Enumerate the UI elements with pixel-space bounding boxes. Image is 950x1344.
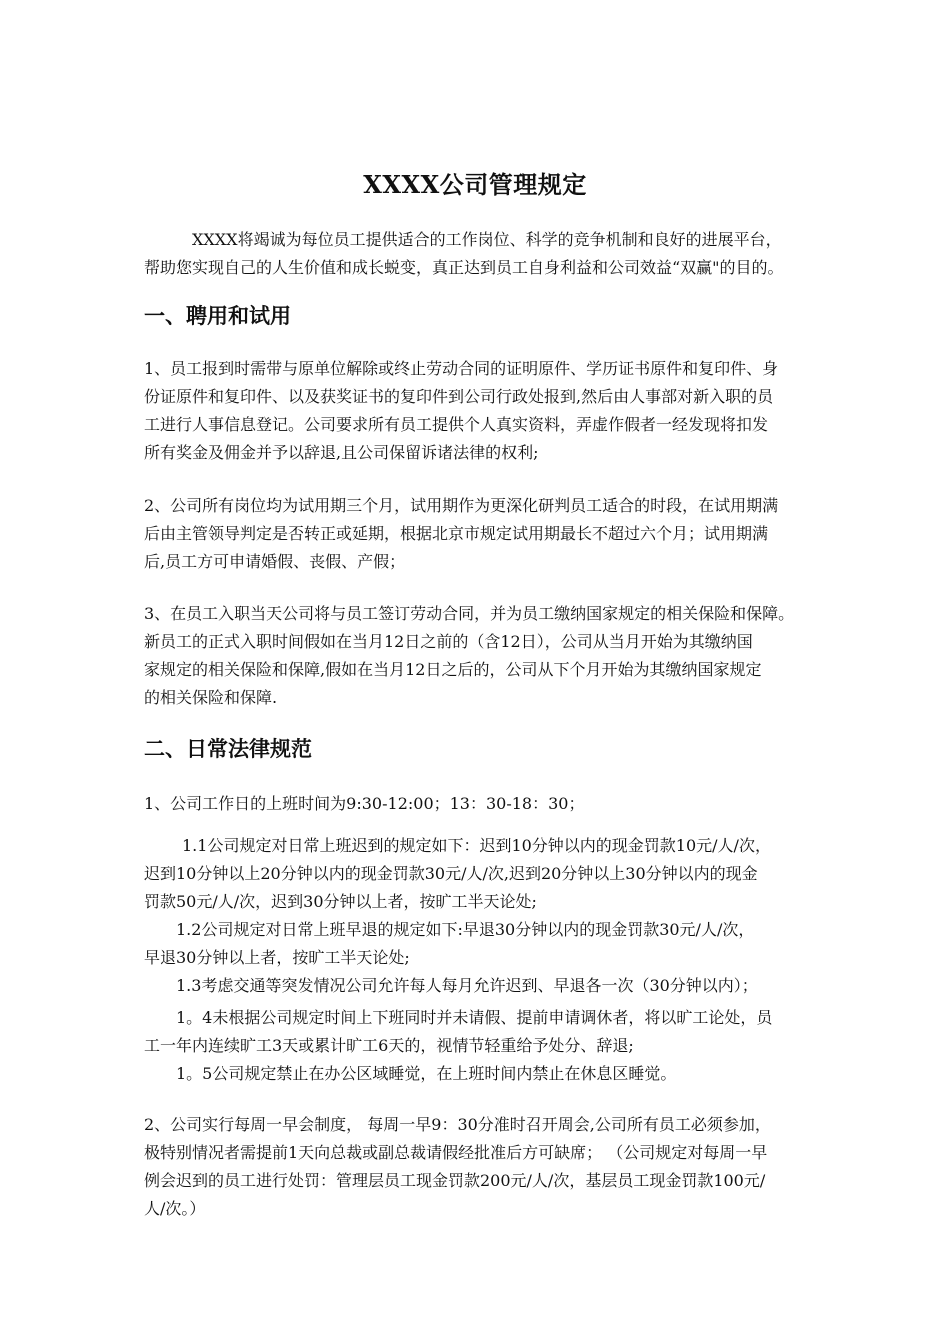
paragraph-line: 极特别情况者需提前1天向总裁或副总裁请假经批准后方可缺席； （公司规定对每周一早 — [144, 1143, 768, 1162]
paragraph-line: 1、员工报到时需带与原单位解除或终止劳动合同的证明原件、学历证书原件和复印件、身 — [144, 359, 779, 378]
paragraph-line: 1。4未根据公司规定时间上下班同时并未请假、提前申请调休者，将以旷工论处，员 — [176, 1008, 773, 1027]
paragraph-line: 迟到10分钟以上20分钟以内的现金罚款30元/人/次,迟到20分钟以上30分钟以内的现金 — [144, 864, 758, 883]
paragraph-line: 所有奖金及佣金并予以辞退,且公司保留诉诸法律的权利; — [144, 443, 539, 462]
paragraph-line: 后由主管领导判定是否转正或延期，根据北京市规定试用期最长不超过六个月；试用期满 — [144, 524, 769, 543]
traffic-allowance-paragraph: 1.3考虑交通等突发情况公司允许每人每月允许迟到、早退各一次（30分钟以内）； — [176, 976, 758, 995]
intro-line: 帮助您实现自己的人生价值和成长蜕变，真正达到员工自身利益和公司效益“双赢"的目的。 — [144, 258, 784, 277]
paragraph-line: 人/次。） — [144, 1199, 206, 1218]
paragraph-line: 份证原件和复印件、以及获奖证书的复印件到公司行政处报到,然后由人事部对新入职的员 — [144, 387, 774, 406]
paragraph-line: 早退30分钟以上者，按旷工半天论处; — [144, 948, 410, 967]
paragraph-line: 的相关保险和保障. — [144, 688, 278, 707]
paragraph-line: 1.1公司规定对日常上班迟到的规定如下：迟到10分钟以内的现金罚款10元/人/次， — [182, 836, 771, 855]
paragraph-line: 后,员工方可申请婚假、丧假、产假； — [144, 552, 406, 571]
paragraph-line: 3、在员工入职当天公司将与员工签订劳动合同，并为员工缴纳国家规定的相关保险和保障。 — [144, 604, 795, 623]
paragraph-line: 2、公司所有岗位均为试用期三个月，试用期作为更深化研判员工适合的时段，在试用期满 — [144, 496, 779, 515]
section-heading-hiring: 一、聘用和试用 — [144, 303, 291, 328]
section-heading-daily-rules: 二、日常法律规范 — [144, 736, 312, 761]
sleeping-rule-paragraph: 1。5公司规定禁止在办公区域睡觉，在上班时间内禁止在休息区睡觉。 — [176, 1064, 677, 1083]
paragraph-line: 罚款50元/人/次，迟到30分钟以上者，按旷工半天论处; — [144, 892, 537, 911]
intro-line: XXXX将竭诚为每位员工提供适合的工作岗位、科学的竞争机制和良好的进展平台， — [192, 230, 782, 249]
paragraph-line: 工进行人事信息登记。公司要求所有员工提供个人真实资料，弄虚作假者一经发现将扣发 — [144, 415, 769, 434]
paragraph-line: 例会迟到的员工进行处罚：管理层员工现金罚款200元/人/次，基层员工现金罚款100元/ — [144, 1171, 766, 1190]
paragraph-line: 1.2公司规定对日常上班早退的规定如下:早退30分钟以内的现金罚款30元/人/次， — [176, 920, 755, 939]
work-hours-paragraph: 1、公司工作日的上班时间为9:30-12:00；13：30-18：30； — [144, 794, 585, 813]
document-title: XXXX公司管理规定 — [363, 170, 587, 199]
paragraph-line: 家规定的相关保险和保障,假如在当月12日之后的，公司从下个月开始为其缴纳国家规定 — [144, 660, 762, 679]
paragraph-line: 2、公司实行每周一早会制度， 每周一早9：30分准时召开周会,公司所有员工必须参加， — [144, 1115, 771, 1134]
paragraph-line: 工一年内连续旷工3天或累计旷工6天的，视情节轻重给予处分、辞退; — [144, 1036, 634, 1055]
paragraph-line: 新员工的正式入职时间假如在当月12日之前的（含12日），公司从当月开始为其缴纳国 — [144, 632, 753, 651]
